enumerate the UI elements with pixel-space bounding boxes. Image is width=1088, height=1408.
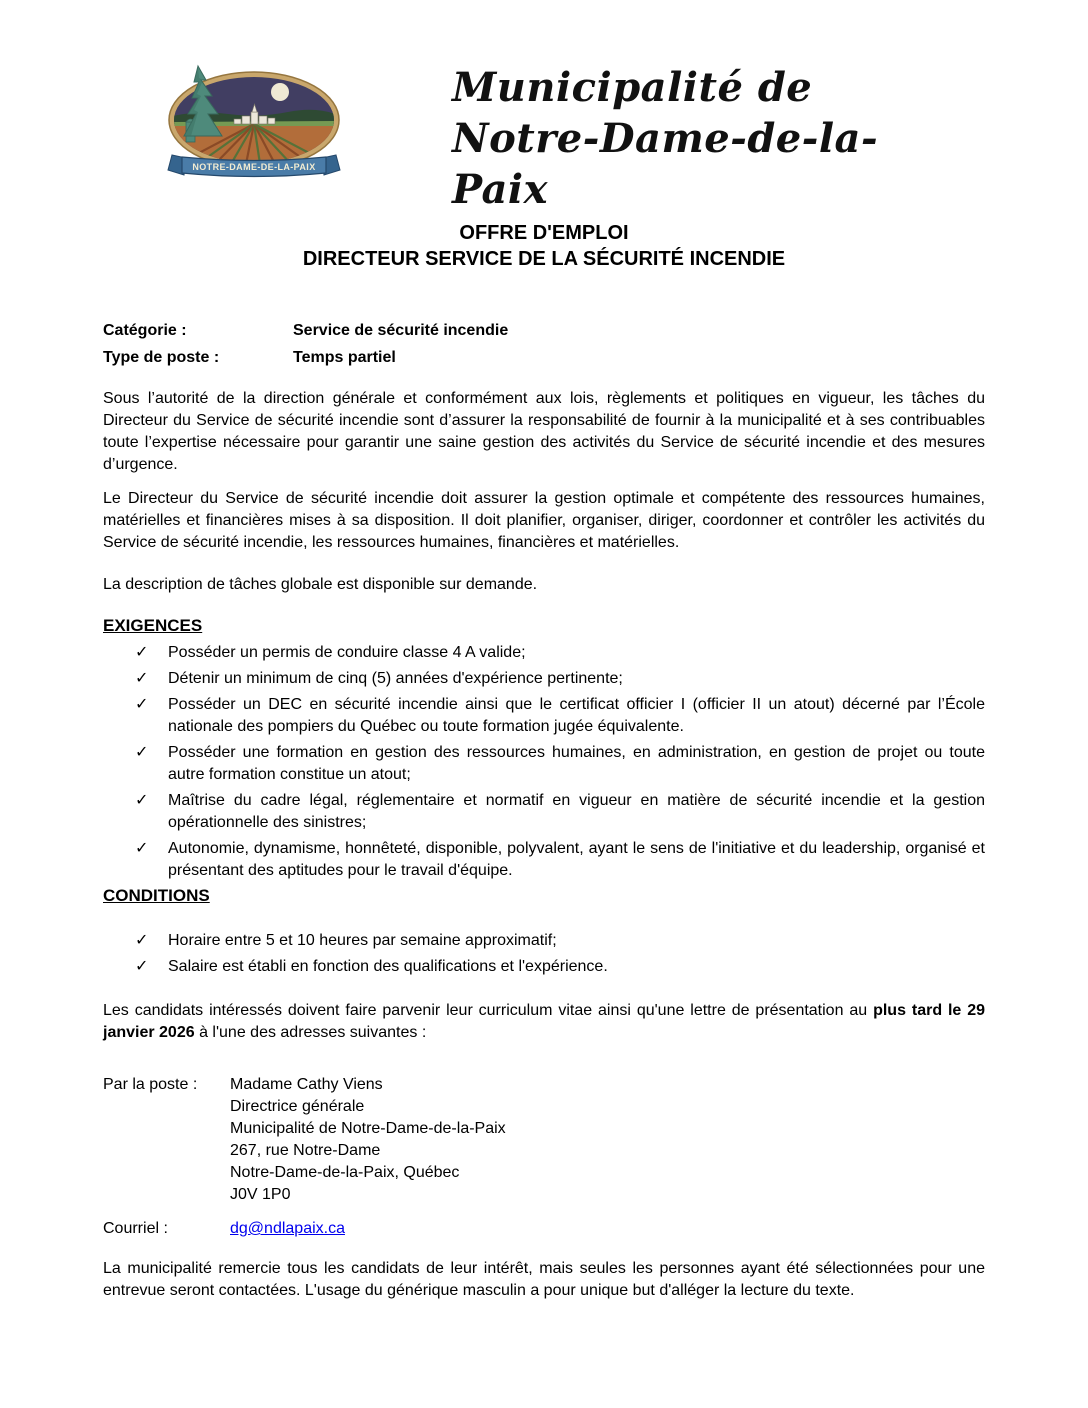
municipality-logo-image xyxy=(158,60,346,182)
category-label: Catégorie : xyxy=(103,322,187,339)
conditions-heading: CONDITIONS xyxy=(103,886,210,905)
check-icon: ✓ xyxy=(135,670,149,687)
address-line: Madame Cathy Viens xyxy=(230,1076,383,1093)
check-icon: ✓ xyxy=(135,644,149,661)
meta-row-category xyxy=(103,317,985,344)
check-icon: ✓ xyxy=(135,792,149,809)
address-line: Notre-Dame-de-la-Paix, Québec xyxy=(230,1164,460,1181)
logo-banner-text: NOTRE-DAME-DE-LA-PAIX xyxy=(192,162,316,172)
apply-deadline: plus tard le 29 janvier 2026 xyxy=(103,1002,986,1041)
check-icon: ✓ xyxy=(135,932,149,949)
moon-icon xyxy=(271,83,289,101)
exigences-item: ✓ Posséder un DEC en sécurité incendie ainsi que le certificat officier I (officier II un atout) décerné par l’École nationale des pompiers du Québec ou toute formation jugée équivalente. xyxy=(103,694,985,738)
apply-paragraph xyxy=(103,1000,985,1044)
footer-paragraph: La municipalité remercie tous les candidats de leur intérêt, mais seules les personnes ayant été sélectionnées pour une entrevue seront contactées. L'usage du générique masculin a pour unique but d'alléger la lecture du texte. xyxy=(103,1260,985,1299)
email-row xyxy=(103,1218,985,1240)
document-title xyxy=(0,220,1088,272)
conditions-item: ✓ Salaire est établi en fonction des qualifications et l'expérience. xyxy=(103,956,985,978)
document-title-line2: DIRECTEUR SERVICE DE LA SÉCURITÉ INCENDIE xyxy=(302,248,786,270)
exigences-item: ✓ Maîtrise du cadre légal, réglementaire et normatif en vigueur en matière de sécurité incendie et la gestion opérationnelle des sinistres; xyxy=(103,790,985,834)
conditions-list xyxy=(103,930,985,982)
intro-paragraph-3: La description de tâches globale est disponible sur demande. xyxy=(103,576,538,593)
exigences-heading: EXIGENCES xyxy=(103,616,203,635)
email-link[interactable]: dg@ndlapaix.ca xyxy=(230,1220,345,1237)
apply-text-before: Les candidats intéressés doivent faire parvenir leur curriculum vitae ainsi qu'une lettre de présentation au xyxy=(103,1002,874,1019)
postal-address-block xyxy=(103,1074,985,1206)
check-icon: ✓ xyxy=(135,958,149,975)
category-value: Service de sécurité incendie xyxy=(293,322,509,339)
exigences-item: ✓ Autonomie, dynamisme, honnêteté, disponible, polyvalent, ayant le sens de l'initiative et du leadership, organisé et présentant des aptitudes pour le travail d'équipe. xyxy=(103,838,985,882)
exigences-item: ✓ Posséder une formation en gestion des ressources humaines, en administration, en gestion de projet ou toute autre formation constitue un atout; xyxy=(103,742,985,786)
exigences-item: ✓ Posséder un permis de conduire classe 4 A valide; xyxy=(103,642,985,664)
address-line: Directrice générale xyxy=(230,1098,365,1115)
post-label: Par la poste : xyxy=(103,1076,198,1093)
brand-title-line1: Municipalité de xyxy=(452,64,813,111)
postal-address xyxy=(230,1074,506,1206)
brand-title xyxy=(452,62,932,215)
type-value: Temps partiel xyxy=(293,349,396,366)
exigences-item: ✓ Détenir un minimum de cinq (5) années d'expérience pertinente; xyxy=(103,668,985,690)
brand-title-line2: Notre-Dame-de-la-Paix xyxy=(452,115,879,213)
intro-paragraph-2: Le Directeur du Service de sécurité incendie doit assurer la gestion optimale et compétente des ressources humaines, matérielles et financières mises à sa disposition. Il doit planifier, organiser, diriger, coordonner et contrôler les activités du Service de sécurité incendie, les ressources humaines, financières et matérielles. xyxy=(103,490,985,551)
conditions-item: ✓ Horaire entre 5 et 10 heures par semaine approximatif; xyxy=(103,930,985,952)
address-line: 267, rue Notre-Dame xyxy=(230,1142,381,1159)
check-icon: ✓ xyxy=(135,696,149,713)
apply-text-after: à l'une des adresses suivantes : xyxy=(194,1024,427,1041)
municipality-logo xyxy=(158,60,346,182)
check-icon: ✓ xyxy=(135,840,149,857)
job-meta xyxy=(103,317,985,371)
document-title-line1: OFFRE D'EMPLOI xyxy=(459,222,629,244)
address-line: Municipalité de Notre-Dame-de-la-Paix xyxy=(230,1120,506,1137)
meta-row-type xyxy=(103,344,985,371)
type-label: Type de poste : xyxy=(103,349,220,366)
check-icon: ✓ xyxy=(135,744,149,761)
address-line: J0V 1P0 xyxy=(230,1186,291,1203)
intro-paragraph-1: Sous l’autorité de la direction générale et conformément aux lois, règlements et politiques en vigueur, les tâches du Directeur du Service de sécurité incendie sont d’assurer la responsabilité de fournir à la municipalité et à ses contribuables toute l’expertise nécessaire pour garantir une saine gestion des activités du Service de sécurité incendie et des mesures d’urgence. xyxy=(103,390,985,473)
email-label: Courriel : xyxy=(103,1220,168,1237)
exigences-list xyxy=(103,642,985,886)
